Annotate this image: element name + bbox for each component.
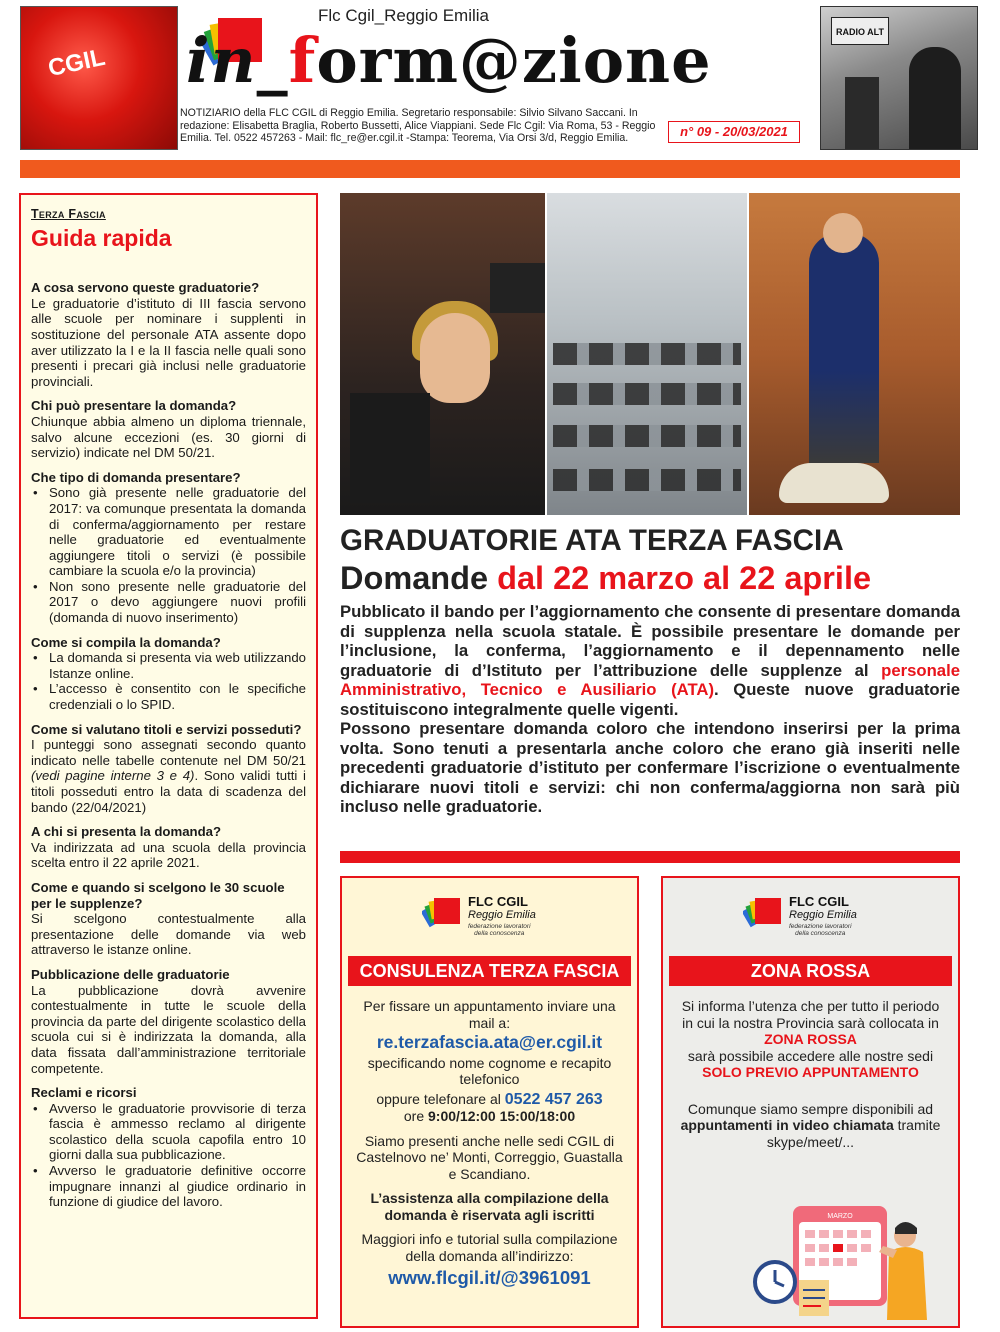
guide-box	[19, 193, 318, 1319]
logo-line2: Reggio Emilia	[789, 909, 857, 921]
headline-dates	[340, 560, 962, 597]
zona-video-call: appuntamenti in video chiamata	[680, 1117, 894, 1133]
zona-video-call-line	[675, 1101, 946, 1151]
desk-row	[553, 469, 741, 491]
consulenza-hours: 9:00/12:00 15:00/18:00	[428, 1108, 576, 1124]
flag-text: CGIL	[45, 43, 108, 83]
person-shape	[809, 233, 879, 463]
zona-red-appointment: SOLO PREVIO APPUNTAMENTO	[702, 1064, 919, 1080]
list-item: • Non sono presente nelle graduatorie del 2017 o devo aggiungere nuovi profili (domanda di nuovo inserimento)	[31, 579, 306, 626]
guide-answer: Si scelgono contestualmente alla presentazione delle domande via web attraverso le istanze online.	[31, 911, 306, 958]
consulenza-text: Maggiori info e tutorial sulla compilazione della domanda all’indirizzo:	[361, 1231, 618, 1264]
guide-question: Come si valutano titoli e servizi posseduti?	[31, 721, 302, 737]
guide-answer: Chiunque abbia almeno un diploma triennale, salvo alcune eccezioni (es. 30 giorni di servizio) indicate nel DM 50/21.	[31, 413, 306, 461]
radio-alt-sign: RADIO ALT	[831, 17, 889, 45]
consulenza-email-link[interactable]: re.terzafascia.ata@er.cgil.it	[376, 1032, 603, 1052]
guide-list	[31, 1101, 306, 1210]
logo-line3a: federazione lavoratori	[789, 923, 852, 930]
logo-line3	[789, 923, 852, 937]
photo-collage	[340, 193, 960, 515]
spacer	[675, 1081, 946, 1101]
zona-text: Si informa l’utenza che per tutto il periodo in cui la nostra Provincia sarà collocata in	[681, 998, 940, 1031]
spacer	[354, 1223, 625, 1231]
lead-text: Pubblicato il bando per l’aggiornamento che consente di presentare domanda di supplenza nella scuola statale. È possibile presentare le domande per l’inclusione, la conferma, l’aggiornamento e il depennamento nelle graduatorie di d’Istituto per l’attribuzione delle supplenze al	[340, 602, 960, 680]
headline-dates-pre: Domande	[340, 560, 498, 596]
guide-answer: La pubblicazione dovrà avvenire contestualmente in tutte le scuole della provincia da parte del dirigente scolastico della scuola cui si è indirizzata la domanda, alla data fissata dall’amministrazione territoriale competente.	[31, 982, 306, 1076]
photo-computer-lab	[547, 193, 747, 515]
hours-prefix: ore	[403, 1108, 428, 1124]
calendar-month: MARZO	[827, 1213, 853, 1220]
list-item: • Sono già presente nelle graduatorie del 2017: va comunque presentata la domanda di conferma/aggiornamento per restare nelle graduatorie ed eventualmente aggiungere titoli o servizi (è possibile cambiare la scuola e/o la provincia)	[31, 485, 306, 579]
header-photo-cgil-flag	[20, 6, 178, 150]
flc-mini-logo	[743, 894, 883, 940]
logo-line1: FLC CGIL	[468, 894, 528, 909]
answer-emphasis: (vedi pagine interne 3 e 4)	[31, 768, 195, 784]
guide-answer: Va indirizzata ad una scuola della provincia scelta entro il 22 aprile 2021.	[31, 839, 306, 871]
list-item: • L’accesso è consentito con le specifiche credenziali o lo SPID.	[31, 681, 306, 712]
guide-question: Come e quando si scelgono le 30 scuole per le supplenze?	[31, 879, 285, 911]
zona-rossa-banner: ZONA ROSSA	[669, 956, 952, 986]
flc-logo-icon	[743, 896, 783, 936]
consulenza-body	[354, 998, 625, 1287]
mop-shape	[779, 463, 889, 503]
monitor-shape	[490, 263, 545, 313]
header-meta: NOTIZIARIO della FLC CGIL di Reggio Emilia. Segretario responsabile: Silvio Silvano Saccani. In redazione: Elisabetta Braglia, Roberto Bussetti, Alice Viappiani. Sede Flc Cgil: Via Roma, 53 - Reggio Emilia. Tel. 0522 457263 - Mail: flc_re@er.cgil.it -Stampa: Teorema, Via Orsi 3/d, Reggio Emilia.	[180, 107, 656, 145]
guide-question: Come si compila la domanda?	[31, 634, 221, 650]
zona-rossa-box	[661, 876, 960, 1328]
zona-text: tramite skype/meet/...	[766, 1117, 941, 1150]
zona-rossa-body	[675, 998, 946, 1150]
guide-title: Guida rapida	[31, 224, 172, 251]
logo-line3a: federazione lavoratori	[468, 923, 531, 930]
list-item: • Avverso le graduatorie provvisorie di terza fascia è ammesso reclamo al dirigente scolastico della scuola capofila entro 10 giorni dalla sua pubblicazione.	[31, 1101, 306, 1163]
guide-question: Che tipo di domanda presentare?	[31, 469, 241, 485]
list-item: • Avverso le graduatorie definitive occorre impugnare innanzi al giudice ordinario in funzione di giudice del lavoro.	[31, 1163, 306, 1210]
red-divider	[340, 851, 960, 863]
zona-text: Comunque siamo sempre disponibili ad	[687, 1100, 934, 1117]
logo-line1: FLC CGIL	[789, 894, 849, 909]
logo-line3b: della conoscenza	[795, 930, 846, 937]
monitor-shape	[350, 393, 430, 503]
guide-question: A cosa servono queste graduatorie?	[31, 280, 260, 296]
orange-divider	[20, 160, 960, 178]
header-kicker: Flc Cgil_Reggio Emilia	[318, 6, 490, 25]
photo-office-worker	[340, 193, 545, 515]
answer-text: . Sono validi tutti i titoli posseduti entro la data di scadenza del bando (22/04/2021)	[31, 768, 306, 815]
person-shape	[909, 47, 961, 150]
lead-text: . Queste nuove graduatorie sostituiscono integralmente quelle vigenti.	[340, 680, 960, 719]
photo-janitor	[749, 193, 960, 515]
lead-text-2: Possono presentare domanda coloro che intendono inserirsi per la prima volta. Sono tenuti a presentarla anche coloro che erano già inseriti nelle precedenti graduatorie d’istituto per confermare l’iscrizione o eventualmente dichiarare nuovi titoli e servizi: chi non conferma/aggiorna non sarà più incluso nelle graduatorie.	[340, 719, 960, 816]
logo-line3b: della conoscenza	[474, 930, 525, 937]
desk-row	[553, 425, 741, 447]
consulenza-text: specificando nome cognome e recapito telefonico	[367, 1054, 612, 1087]
consulenza-box	[340, 876, 639, 1328]
spacer	[354, 1125, 625, 1133]
answer-text: I punteggi sono assegnati secondo quanto indicato nelle tabelle contenute nel DM 50/21	[31, 737, 306, 768]
zona-text: sarà possibile accedere alle nostre sedi	[687, 1047, 934, 1064]
list-item: • La domanda si presenta via web utilizzando Istanze online.	[31, 650, 306, 681]
flc-mini-logo	[422, 894, 562, 940]
consulenza-members-note: L’assistenza alla compilazione della domanda è riservata agli iscritti	[370, 1190, 609, 1223]
masthead-title	[186, 24, 712, 97]
door-shape	[845, 77, 879, 150]
logo-line2: Reggio Emilia	[468, 909, 536, 921]
consulenza-banner: CONSULENZA TERZA FASCIA	[348, 956, 631, 986]
issue-number: n° 09 - 20/03/2021	[668, 121, 800, 143]
flc-logo-icon	[422, 896, 462, 936]
calendar-illustration-icon	[733, 1196, 933, 1320]
masthead-in: in_	[186, 24, 289, 97]
logo-line3	[468, 923, 531, 937]
consulenza-text: Per fissare un appuntamento inviare una mail a:	[363, 998, 616, 1031]
head-shape	[823, 213, 863, 253]
guide-question: A chi si presenta la domanda?	[31, 824, 222, 840]
header-photo-radio-alt	[820, 6, 978, 150]
consulenza-hours-line	[354, 1108, 625, 1125]
lead-highlight: personale Amministrativo, Tecnico e Ausiliario (ATA)	[340, 660, 960, 699]
consulenza-phone[interactable]: 0522 457 263	[504, 1090, 603, 1108]
face-shape	[420, 313, 490, 403]
masthead-rest: orm@zione	[316, 24, 712, 97]
phone-prefix: oppure telefonare al	[376, 1090, 505, 1107]
consulenza-phone-line	[354, 1091, 625, 1109]
guide-answer	[31, 737, 306, 815]
consulenza-text: Siamo presenti anche nelle sedi CGIL di Castelnovo ne’ Monti, Correggio, Guastalla e Scandiano.	[356, 1132, 623, 1182]
guide-kicker: Terza Fascia	[31, 207, 106, 221]
spacer	[354, 1182, 625, 1190]
guide-answer: Le graduatorie d’istituto di III fascia servono alle scuole per nominare i supplenti in sostituzione del personale ATA assente dopo aver utilizzato la I e la II fascia nelle quali sono presenti i precari già inclusi nelle graduatorie provinciali.	[31, 295, 306, 389]
consulenza-url-link[interactable]: www.flcgil.it/@3961091	[388, 1267, 591, 1288]
guide-list	[31, 650, 306, 712]
masthead-f: f	[288, 24, 317, 97]
guide-list	[31, 485, 306, 625]
headline-dates-red: dal 22 marzo al 22 aprile	[497, 560, 872, 596]
zona-red-label: ZONA ROSSA	[764, 1031, 857, 1047]
guide-question: Reclami e ricorsi	[31, 1085, 137, 1101]
headline-main: GRADUATORIE ATA TERZA FASCIA	[340, 524, 844, 557]
guide-question: Pubblicazione delle graduatorie	[31, 966, 230, 982]
article-lead	[340, 602, 960, 817]
guide-question: Chi può presentare la domanda?	[31, 398, 237, 414]
desk-row	[553, 343, 741, 365]
desk-row	[553, 383, 741, 405]
